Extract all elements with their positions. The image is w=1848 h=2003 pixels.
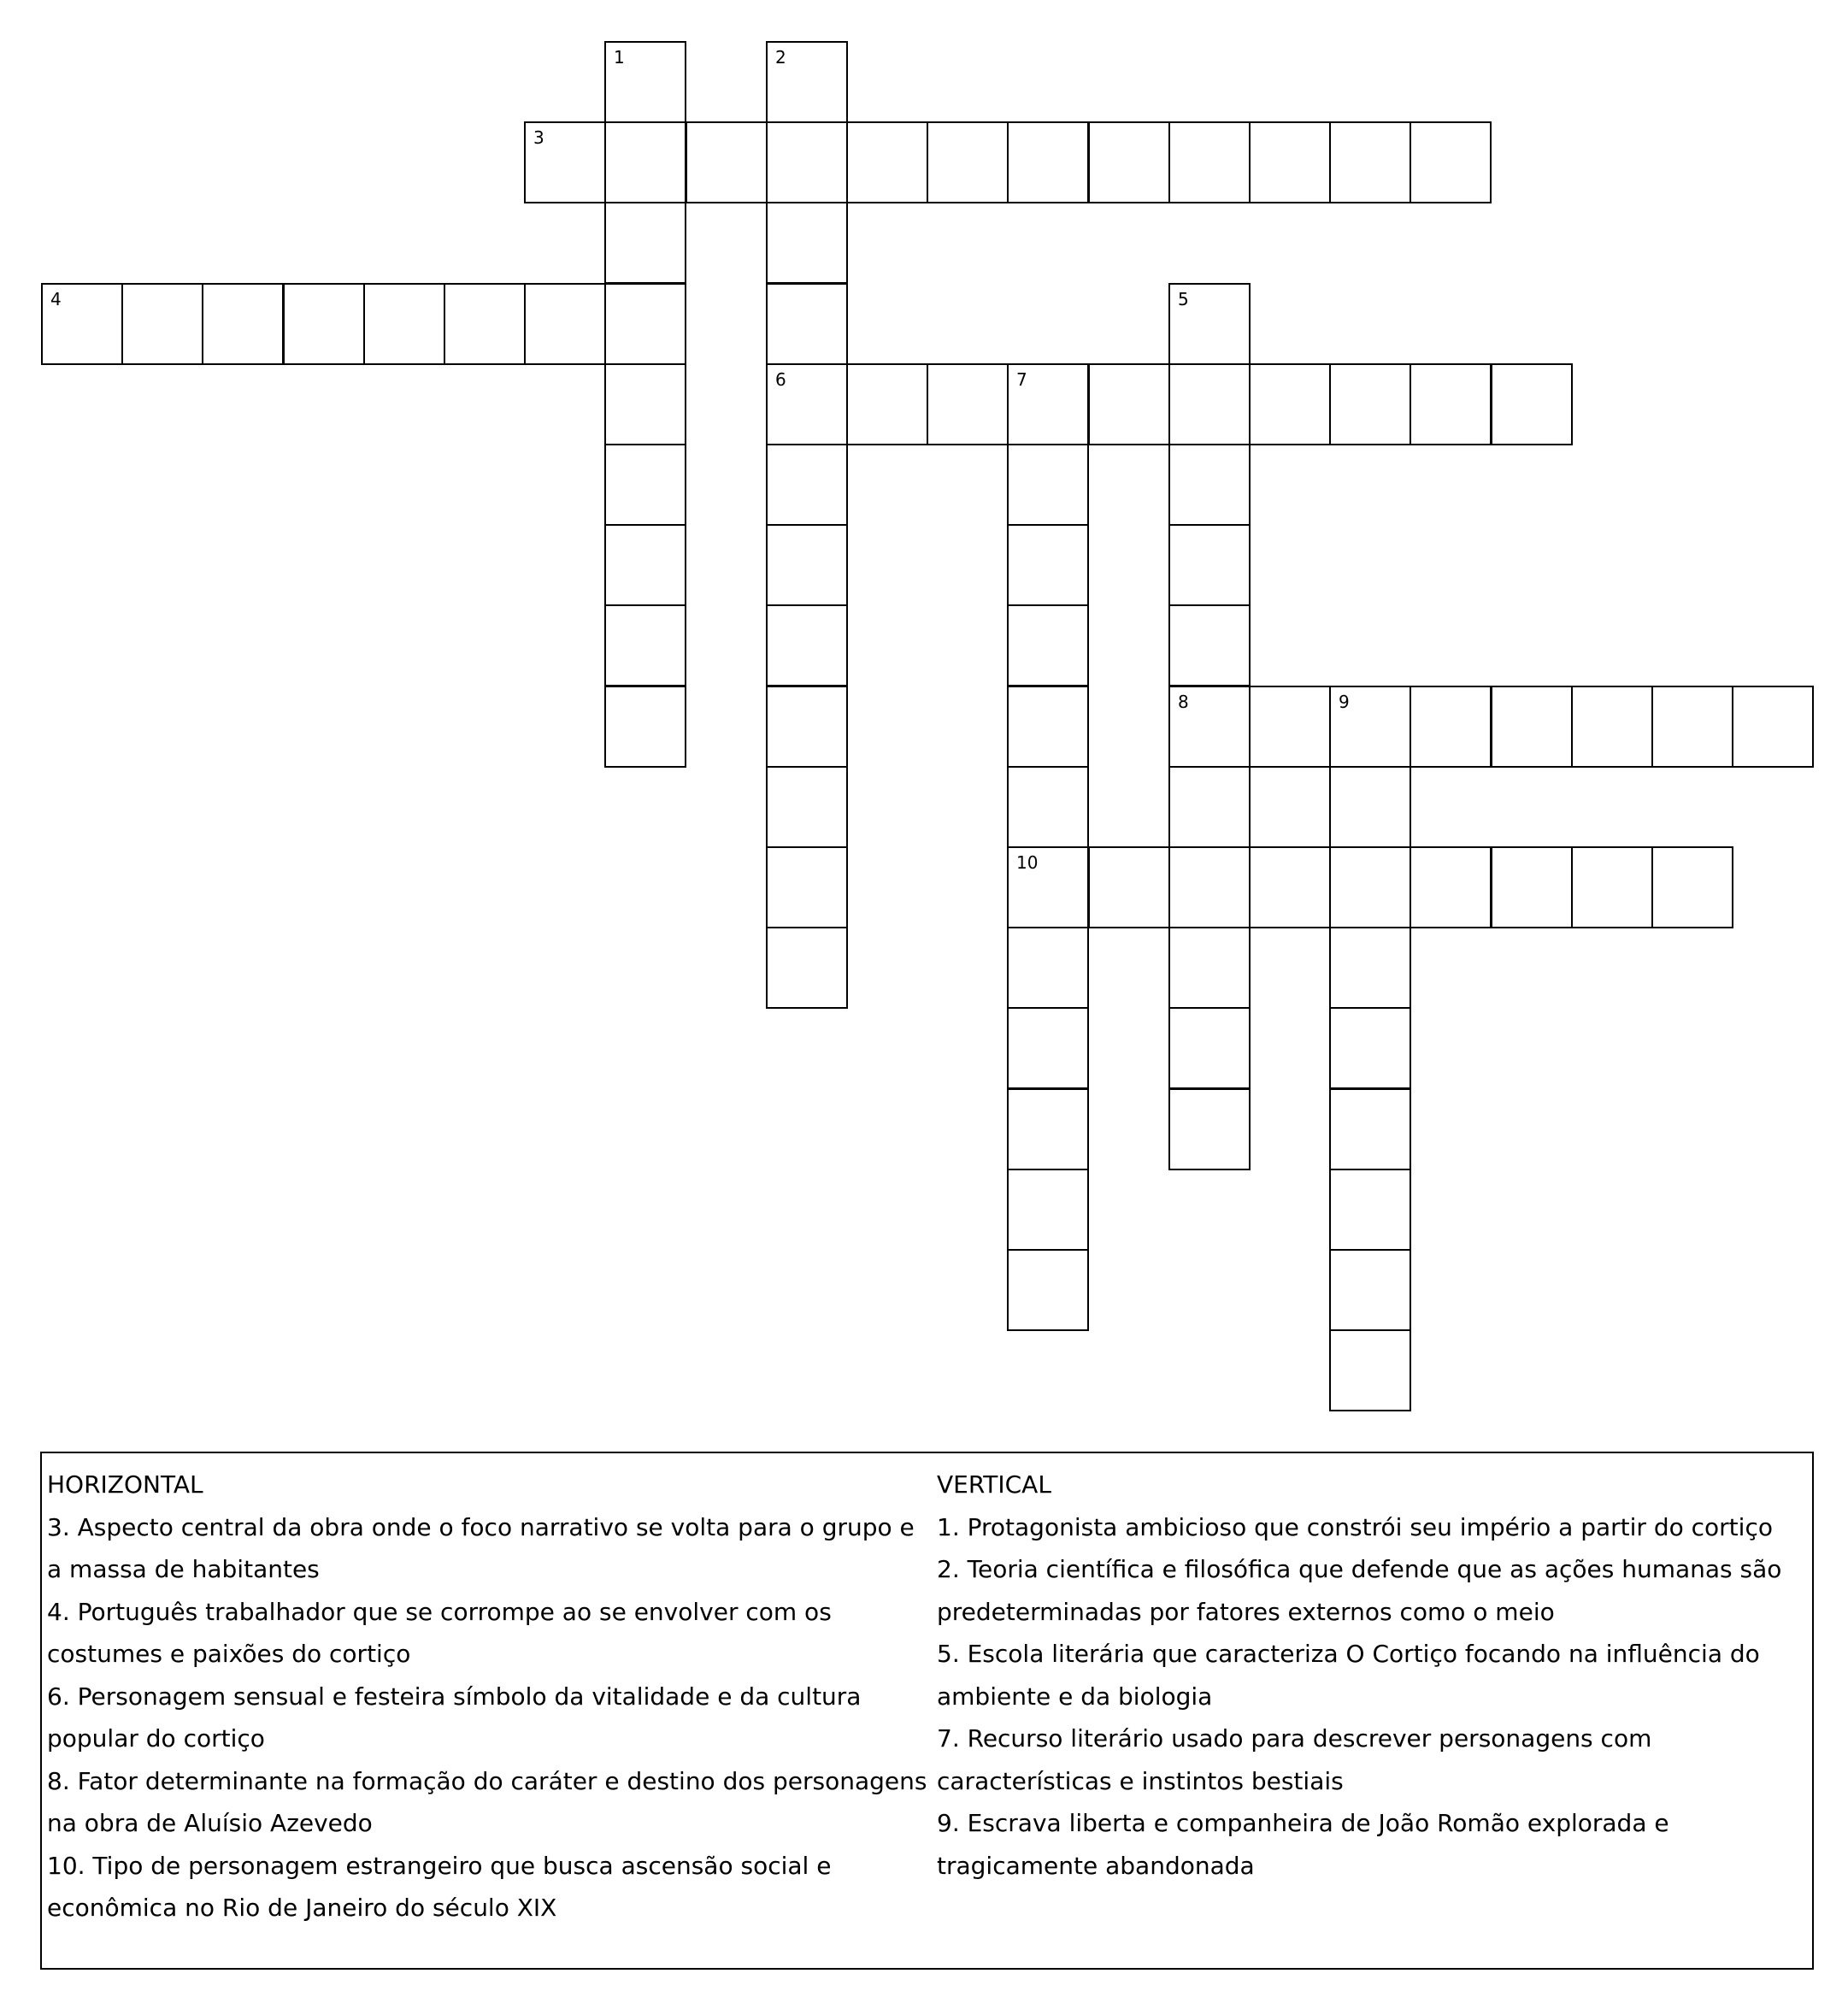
grid-cell[interactable] [1329,121,1411,203]
grid-cell[interactable] [766,927,848,1009]
horizontal-heading: HORIZONTAL [47,1470,203,1499]
grid-cell[interactable] [1732,686,1814,768]
grid-cell[interactable] [1088,121,1170,203]
grid-cell[interactable] [1329,686,1411,768]
grid-cell[interactable] [766,121,848,203]
clue-6: 6. Personagem sensual e festeira símbolo da vitalidade e da cultura popular do cortiço [47,1682,862,1753]
grid-cell[interactable] [604,524,686,606]
grid-cell[interactable] [766,686,848,768]
clue-number: 7 [1016,369,1027,390]
grid-cell[interactable] [927,121,1009,203]
grid-cell[interactable] [604,283,686,365]
grid-cell[interactable] [1329,1329,1411,1411]
grid-cell[interactable] [1410,846,1492,928]
grid-cell[interactable] [846,121,928,203]
grid-cell[interactable] [1007,846,1089,928]
grid-cell[interactable] [1410,363,1492,445]
grid-cell[interactable] [1168,283,1251,365]
grid-cell[interactable] [1168,686,1251,768]
grid-cell[interactable] [1007,1169,1089,1251]
clue-number: 2 [775,47,786,68]
clue-3: 3. Aspecto central da obra onde o foco narrativo se volta para o grupo e a massa de habitantes [47,1512,915,1583]
grid-cell[interactable] [766,604,848,686]
grid-cell[interactable] [1410,686,1492,768]
grid-cell[interactable] [121,283,203,365]
grid-cell[interactable] [1007,927,1089,1009]
grid-cell[interactable] [1410,121,1492,203]
grid-cell[interactable] [604,202,686,284]
clue-number: 3 [533,127,544,148]
grid-cell[interactable] [766,524,848,606]
grid-cell[interactable] [283,283,365,365]
clue-9: 9. Escrava liberta e companheira de João Romão explorada e tragicamente abandonada [937,1809,1669,1880]
clue-4: 4. Português trabalhador que se corrompe ao se envolver com os costumes e paixões do cortiço [47,1597,832,1668]
clue-number: 9 [1339,692,1350,712]
grid-cell[interactable] [1168,1088,1251,1170]
grid-cell[interactable] [1329,1007,1411,1089]
grid-cell[interactable] [41,283,123,365]
grid-cell[interactable] [766,363,848,445]
grid-cell[interactable] [766,766,848,848]
grid-cell[interactable] [1329,1169,1411,1251]
grid-cell[interactable] [1007,363,1089,445]
grid-cell[interactable] [1329,363,1411,445]
grid-cell[interactable] [1007,1249,1089,1331]
grid-cell[interactable] [1491,686,1573,768]
clue-1: 1. Protagonista ambicioso que constrói seu império a partir do cortiço [937,1512,1773,1541]
clue-number: 6 [775,369,786,390]
grid-cell[interactable] [1168,604,1251,686]
grid-cell[interactable] [1329,1088,1411,1170]
grid-cell[interactable] [1168,846,1251,928]
vertical-clues [937,1464,1800,1887]
clues-box [40,1452,1814,1970]
grid-cell[interactable] [1329,927,1411,1009]
grid-cell[interactable] [604,686,686,768]
grid-cell[interactable] [1329,766,1411,848]
grid-cell[interactable] [927,363,1009,445]
grid-cell[interactable] [1007,1007,1089,1089]
clue-5: 5. Escola literária que caracteriza O Cortiço focando na influência do ambiente e da biologia [937,1640,1760,1711]
clue-8: 8. Fator determinante na formação do caráter e destino dos personagens na obra de Aluísio Azevedo [47,1766,927,1837]
grid-cell[interactable] [1651,846,1733,928]
grid-cell[interactable] [1249,686,1331,768]
grid-cell[interactable] [1491,846,1573,928]
grid-cell[interactable] [1007,604,1089,686]
grid-cell[interactable] [686,121,768,203]
clue-7: 7. Recurso literário usado para descrever personagens com características e instintos bestiais [937,1724,1652,1795]
clue-number: 10 [1016,852,1039,873]
grid-cell[interactable] [1168,121,1251,203]
grid-cell[interactable] [766,41,848,123]
grid-cell[interactable] [363,283,445,365]
clue-2: 2. Teoria científica e filosófica que defende que as ações humanas são predeterminadas por fatores externos como o meio [937,1555,1782,1626]
grid-cell[interactable] [202,283,284,365]
grid-cell[interactable] [766,283,848,365]
vertical-heading: VERTICAL [937,1470,1051,1499]
clue-number: 1 [614,47,625,68]
grid-cell[interactable] [1088,846,1170,928]
grid-cell[interactable] [1007,686,1089,768]
grid-cell[interactable] [1168,363,1251,445]
grid-cell[interactable] [444,283,526,365]
grid-cell[interactable] [766,444,848,526]
grid-cell[interactable] [1007,121,1089,203]
clue-number: 4 [50,289,62,309]
grid-cell[interactable] [604,121,686,203]
grid-cell[interactable] [1168,766,1251,848]
clue-number: 8 [1178,692,1189,712]
grid-cell[interactable] [846,363,928,445]
grid-cell[interactable] [1329,1249,1411,1331]
grid-cell[interactable] [1007,1088,1089,1170]
grid-cell[interactable] [1088,363,1170,445]
grid-cell[interactable] [1168,444,1251,526]
grid-cell[interactable] [1571,686,1653,768]
grid-cell[interactable] [766,846,848,928]
grid-cell[interactable] [1168,524,1251,606]
grid-cell[interactable] [1168,1007,1251,1089]
grid-cell[interactable] [604,363,686,445]
grid-cell[interactable] [1571,846,1653,928]
grid-cell[interactable] [1249,846,1331,928]
horizontal-clues [47,1464,927,1929]
grid-cell[interactable] [604,604,686,686]
grid-cell[interactable] [1651,686,1733,768]
grid-cell[interactable] [1168,927,1251,1009]
grid-cell[interactable] [1491,363,1573,445]
grid-cell[interactable] [1249,363,1331,445]
clue-number: 5 [1178,289,1189,309]
grid-cell[interactable] [524,121,606,203]
grid-cell[interactable] [604,41,686,123]
grid-cell[interactable] [604,444,686,526]
grid-cell[interactable] [1329,846,1411,928]
grid-cell[interactable] [1007,524,1089,606]
grid-cell[interactable] [1007,444,1089,526]
grid-cell[interactable] [1249,121,1331,203]
clue-10: 10. Tipo de personagem estrangeiro que busca ascensão social e econômica no Rio de Janeiro do século XIX [47,1851,832,1922]
grid-cell[interactable] [524,283,606,365]
grid-cell[interactable] [1007,766,1089,848]
grid-cell[interactable] [766,202,848,284]
